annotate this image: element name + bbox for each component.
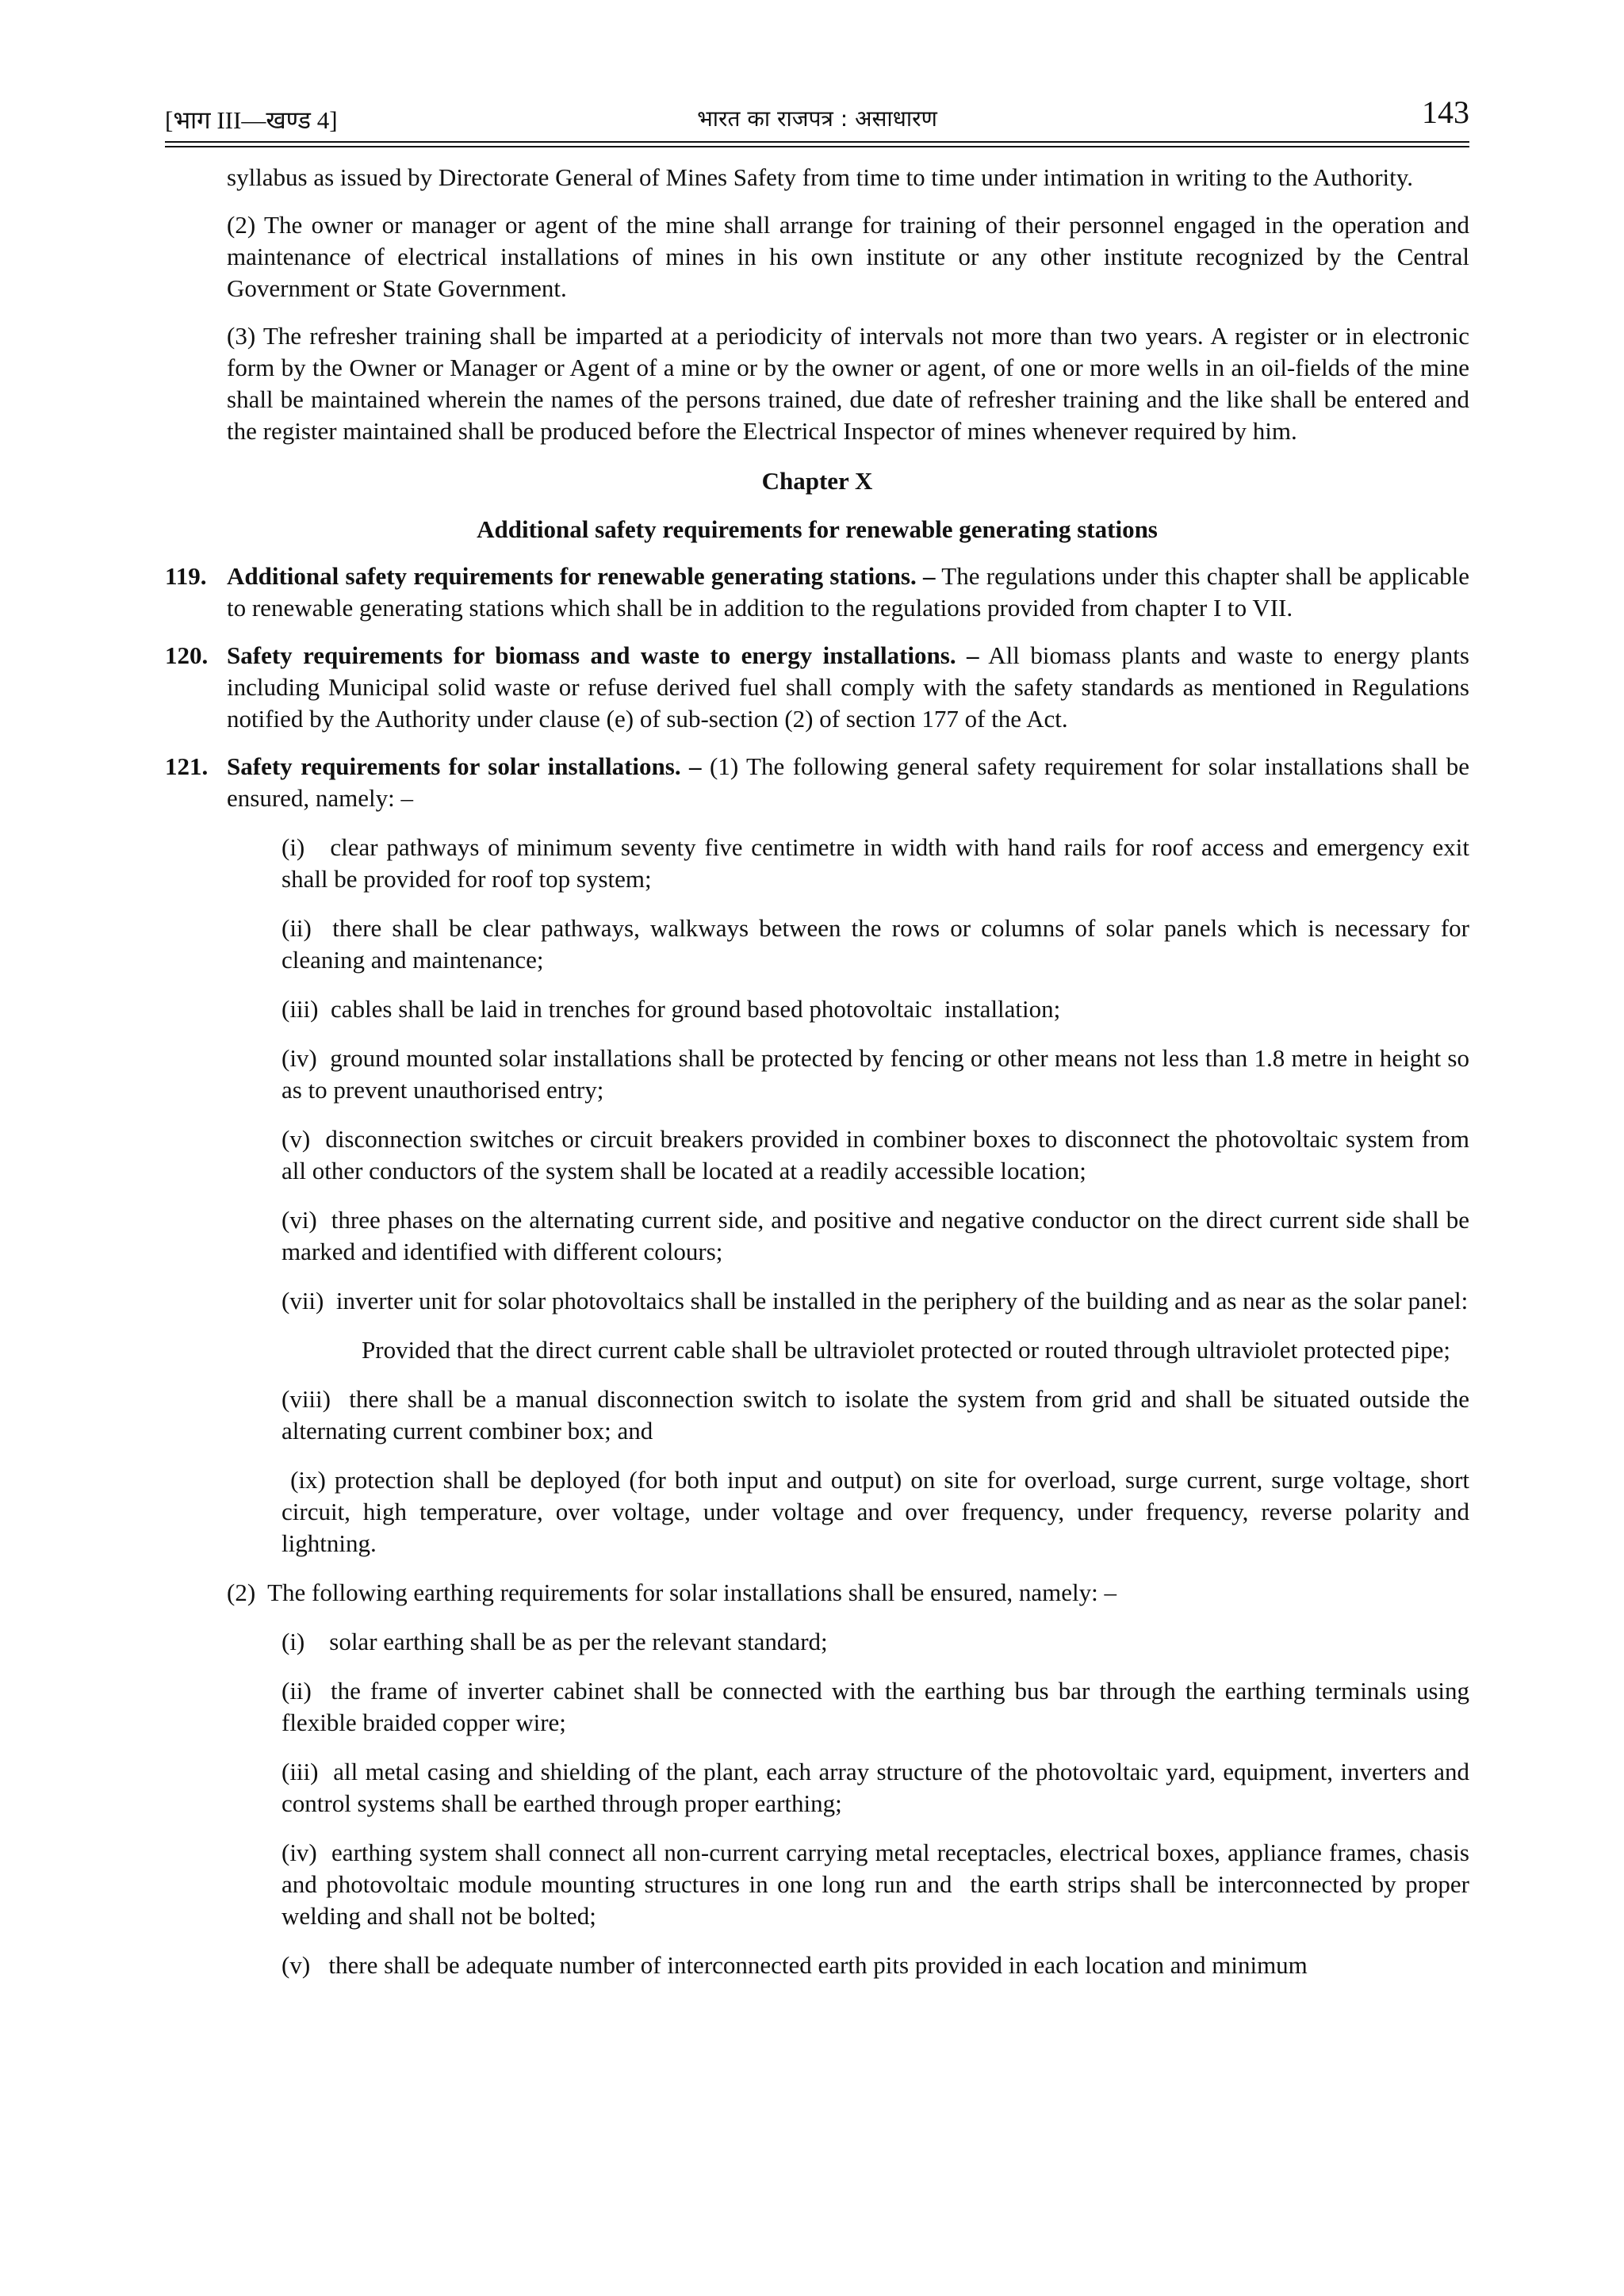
section-121 xyxy=(165,751,1469,814)
page-number: 143 xyxy=(1422,94,1469,130)
page-header xyxy=(165,94,1469,141)
list-item: (v) disconnection switches or circuit breakers provided in combiner boxes to disconnect the photovoltaic system from all other conductors of the system shall be located at a readily accessible location; xyxy=(282,1125,1476,1184)
list-item: (iii) all metal casing and shielding of the plant, each array structure of the photovoltaic yard, equipment, inverters and control systems shall be earthed through proper earthing; xyxy=(282,1758,1476,1817)
continued-paragraph: syllabus as issued by Directorate General of Mines Safety from time to time under intimation in writing to the Authority. xyxy=(227,163,1414,191)
section-body: (1) The following general safety requirement for solar installations shall be ensured, namely: – xyxy=(227,752,1469,812)
list-item: (ii) there shall be clear pathways, walkways between the rows or columns of solar panels which is necessary for cleaning and maintenance; xyxy=(282,914,1476,974)
header-rule-top xyxy=(165,141,1469,143)
section-body: The regulations under this chapter shall be applicable to renewable generating stations which shall be in addition to the regulations provided from chapter I to VII. xyxy=(227,562,1469,622)
section-number: 121. xyxy=(165,752,209,780)
chapter-title: Chapter X xyxy=(761,467,873,495)
paragraph-3: (3) The refresher training shall be imparted at a periodicity of intervals not more than two years. A register or in electronic form by the Owner or Manager or Agent of a mine or by the owner or agent, of one or more wells in an oil-fields of the mine shall be maintained wherein the names of the persons trained, due date of refresher training and the like shall be entered and the register maintained shall be produced before the Electrical Inspector of mines whenever required by him. xyxy=(227,322,1469,445)
section-text xyxy=(227,561,1469,624)
list-item: (v) there shall be adequate number of interconnected earth pits provided in each location and minimum xyxy=(282,1951,1308,1979)
section-number: 120. xyxy=(165,641,209,669)
paragraph-2: (2) The owner or manager or agent of the mine shall arrange for training of their personnel engaged in the operation and maintenance of electrical installations of mines in his own institute or any other institute recognized by the Central Government or State Government. xyxy=(227,211,1469,302)
list-item: (viii) there shall be a manual disconnection switch to isolate the system from grid and shall be situated outside the alternating current combiner box; and xyxy=(282,1385,1476,1445)
list-item: (iv) ground mounted solar installations shall be protected by fencing or other means not less than 1.8 metre in height so as to prevent unauthorised entry; xyxy=(282,1044,1476,1104)
list-item: (ix) protection shall be deployed (for both input and output) on site for overload, surge current, surge voltage, short circuit, high temperature, over voltage, under voltage and over frequency, under frequency, reverse polarity and lightning. xyxy=(282,1466,1476,1557)
section-title: Safety requirements for biomass and waste to energy installations. – xyxy=(227,641,979,669)
list-item: (ii) the frame of inverter cabinet shall be connected with the earthing bus bar through the earthing terminals using flexible braided copper wire; xyxy=(282,1677,1476,1736)
section-119 xyxy=(165,561,1469,624)
list-item: (vi) three phases on the alternating current side, and positive and negative conductor on the direct current side shall be marked and identified with different colours; xyxy=(282,1206,1476,1265)
header-gazette-title: भारत का राजपत्र : असाधारण xyxy=(697,105,937,132)
proviso: Provided that the direct current cable shall be ultraviolet protected or routed through ultraviolet protected pipe; xyxy=(362,1336,1450,1364)
chapter-subtitle: Additional safety requirements for renewable generating stations xyxy=(477,515,1158,543)
section-number: 119. xyxy=(165,562,207,590)
section-text xyxy=(227,751,1469,814)
section-text xyxy=(227,640,1469,735)
section-body: All biomass plants and waste to energy plants including Municipal solid waste or refuse derived fuel shall comply with the safety standards as mentioned in Regulations notified by the Authority under clause (e) of sub-section (2) of section 177 of the Act. xyxy=(227,641,1469,733)
header-part-label: [भाग III—खण्ड 4] xyxy=(165,106,338,134)
list-item: (i) solar earthing shall be as per the relevant standard; xyxy=(282,1628,828,1655)
document-body xyxy=(165,162,1476,1981)
section-title: Safety requirements for solar installations. – xyxy=(227,752,702,780)
list-item: (iii) cables shall be laid in trenches for ground based photovoltaic installation; xyxy=(282,995,1061,1023)
section-120 xyxy=(165,640,1469,735)
subsection-2: (2) The following earthing requirements for solar installations shall be ensured, namely: – xyxy=(227,1578,1117,1606)
header-rule-bottom xyxy=(165,146,1469,147)
list-item: (vii) inverter unit for solar photovoltaics shall be installed in the periphery of the building and as near as the solar panel: xyxy=(282,1287,1469,1314)
section-title: Additional safety requirements for renewable generating stations. – xyxy=(227,562,936,590)
list-item: (i) clear pathways of minimum seventy five centimetre in width with hand rails for roof access and emergency exit shall be provided for roof top system; xyxy=(282,833,1476,893)
list-item: (iv) earthing system shall connect all non-current carrying metal receptacles, electrical boxes, appliance frames, chasis and photovoltaic module mounting structures in one long run and the earth strips shall be interconnected by proper welding and shall not be bolted; xyxy=(282,1839,1476,1930)
